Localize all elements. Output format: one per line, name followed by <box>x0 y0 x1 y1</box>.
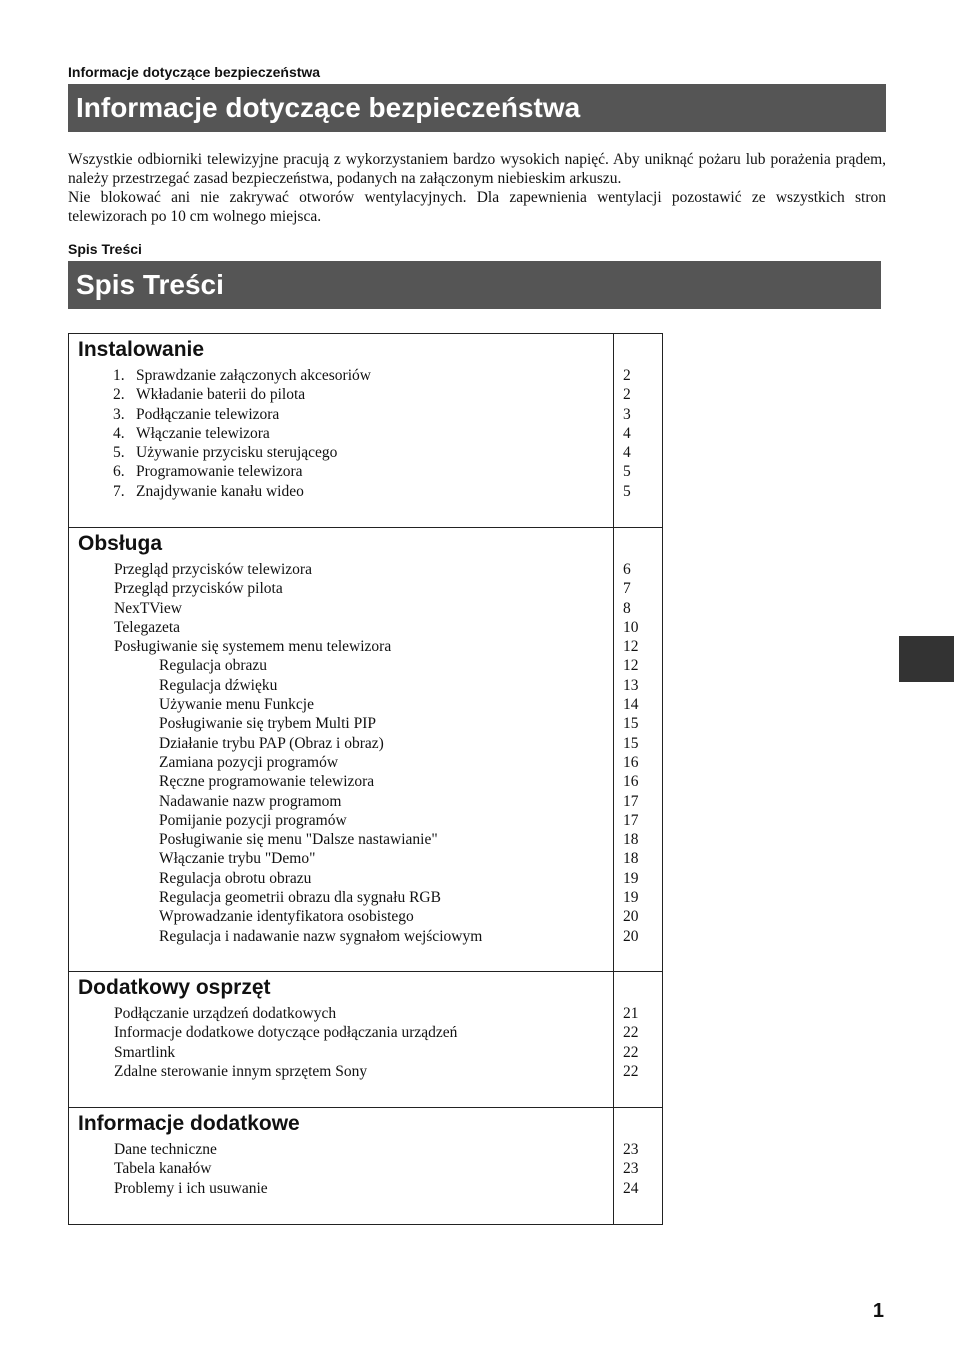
toc-row-page: 19 <box>623 889 639 907</box>
running-head-safety: Informacje dotyczące bezpieczeństwa <box>68 64 321 80</box>
safety-paragraph-2: Nie blokować ani nie zakrywać otworów wentylacyjnych. Dla zapewnienia wentylacji pozostawić ze wszystkich stron telewizorach po 10 cm wolnego miejsca. <box>68 189 886 225</box>
toc-row-title: NexTView <box>114 599 182 617</box>
toc-row-page: 22 <box>623 1062 639 1080</box>
toc-row-title: Programowanie telewizora <box>136 463 303 481</box>
toc-row-title: Używanie przycisku sterującego <box>136 444 338 462</box>
toc-row-page: 6 <box>623 561 631 578</box>
toc-row-title: Przegląd przycisków pilota <box>114 580 283 598</box>
toc-row-page: 3 <box>623 405 631 423</box>
toc-row <box>69 695 662 714</box>
toc-section-heading: Dodatkowy osprzęt <box>78 976 271 999</box>
toc-row-page: 2 <box>623 386 631 404</box>
toc-row-title: Wprowadzanie identyfikatora osobistego <box>159 908 414 926</box>
toc-row-page: 12 <box>623 638 639 656</box>
toc-row-title: Posługiwanie się trybem Multi PIP <box>159 715 376 733</box>
toc-row <box>69 734 662 753</box>
toc-row-title: Smartlink <box>114 1043 176 1061</box>
toc-row-page: 5 <box>623 463 631 481</box>
toc-section-operation <box>69 528 662 972</box>
table-of-contents <box>68 333 663 1225</box>
toc-row-page: 18 <box>623 831 639 849</box>
toc-row-title: Zdalne sterowanie innym sprzętem Sony <box>114 1062 368 1080</box>
toc-row-title: Włączanie trybu "Demo" <box>159 850 316 868</box>
toc-row-page: 14 <box>623 696 639 714</box>
toc-row-page: 15 <box>623 715 639 733</box>
toc-row-title: Regulacja geometrii obrazu dla sygnału RGB <box>159 889 441 907</box>
toc-row-page: 23 <box>623 1141 639 1158</box>
toc-row <box>69 1004 662 1023</box>
toc-row-page: 5 <box>623 482 631 500</box>
toc-row <box>69 772 662 791</box>
toc-row <box>69 1159 662 1178</box>
toc-row <box>69 714 662 733</box>
toc-row <box>69 656 662 675</box>
toc-row-page: 18 <box>623 850 639 868</box>
toc-row-title: Nadawanie nazw programom <box>159 792 342 810</box>
toc-row-title: Zamiana pozycji programów <box>159 753 339 771</box>
safety-title: Informacje dotyczące bezpieczeństwa <box>68 84 886 132</box>
toc-row-page: 17 <box>623 811 639 829</box>
toc-row-page: 21 <box>623 1005 639 1022</box>
toc-row-page: 7 <box>623 580 631 598</box>
toc-row-title: Przegląd przycisków telewizora <box>114 561 312 578</box>
toc-row <box>69 462 662 481</box>
toc-row-title: Dane techniczne <box>114 1141 217 1158</box>
toc-row <box>69 1062 662 1081</box>
toc-row-number: 1. <box>113 367 125 384</box>
toc-row-title: Posługiwanie się menu "Dalsze nastawianie" <box>159 831 438 849</box>
toc-row-page: 17 <box>623 792 639 810</box>
toc-row <box>69 888 662 907</box>
toc-row <box>69 676 662 695</box>
safety-paragraph-1: Wszystkie odbiorniki telewizyjne pracują z wykorzystaniem bardzo wysokich napięć. Aby uniknąć pożaru lub porażenia prądem, należy przestrzegać zasad bezpieczeństwa, podanych na załączonym niebieskim arkuszu. <box>68 151 886 187</box>
toc-row <box>69 443 662 462</box>
toc-row <box>69 637 662 656</box>
toc-row-title: Telegazeta <box>114 618 181 636</box>
toc-row-page: 12 <box>623 657 639 675</box>
running-head-contents: Spis Treści <box>68 241 142 257</box>
toc-row <box>69 907 662 926</box>
toc-row-title: Włączanie telewizora <box>136 424 270 442</box>
toc-row-number: 2. <box>113 386 125 404</box>
toc-row <box>69 1179 662 1198</box>
toc-section-heading: Obsługa <box>78 532 163 555</box>
toc-row-title: Tabela kanałów <box>114 1160 212 1178</box>
toc-row-page: 4 <box>623 444 631 462</box>
toc-row <box>69 599 662 618</box>
toc-row-page: 20 <box>623 927 639 945</box>
toc-row-title: Wkładanie baterii do pilota <box>136 386 306 404</box>
toc-row-page: 10 <box>623 618 639 636</box>
toc-row-page: 13 <box>623 676 639 694</box>
page-number: 1 <box>872 1300 884 1322</box>
toc-row-title: Podłączanie telewizora <box>136 405 280 423</box>
toc-row-title: Działanie trybu PAP (Obraz i obraz) <box>159 734 384 752</box>
toc-row <box>69 1043 662 1062</box>
toc-row-page: 2 <box>623 367 631 384</box>
toc-row <box>69 618 662 637</box>
toc-row-title: Informacje dodatkowe dotyczące podłączania urządzeń <box>114 1024 458 1042</box>
toc-row <box>69 579 662 598</box>
toc-row <box>69 424 662 443</box>
toc-row <box>69 792 662 811</box>
contents-title: Spis Treści <box>68 261 881 309</box>
safety-text <box>68 150 886 226</box>
toc-row-page: 20 <box>623 908 639 926</box>
toc-row <box>69 753 662 772</box>
toc-row-page: 15 <box>623 734 639 752</box>
toc-section-installation <box>69 334 662 528</box>
toc-row-title: Regulacja i nadawanie nazw sygnałom wejściowym <box>159 927 483 945</box>
toc-row <box>69 366 662 385</box>
toc-row-page: 8 <box>623 599 631 617</box>
toc-row-title: Regulacja dźwięku <box>159 676 278 694</box>
toc-row-number: 4. <box>113 424 125 442</box>
toc-row-title: Znajdywanie kanału wideo <box>136 482 304 500</box>
toc-row-number: 5. <box>113 444 125 462</box>
toc-row-page: 24 <box>623 1179 639 1197</box>
toc-section-heading: Instalowanie <box>78 338 205 361</box>
toc-section-accessories <box>69 972 662 1108</box>
toc-row <box>69 385 662 404</box>
toc-row <box>69 405 662 424</box>
toc-row-title: Sprawdzanie załączonych akcesoriów <box>136 367 371 384</box>
toc-row-page: 16 <box>623 753 639 771</box>
toc-row-page: 22 <box>623 1024 639 1042</box>
toc-row-page: 23 <box>623 1160 639 1178</box>
toc-row-title: Posługiwanie się systemem menu telewizora <box>114 638 392 656</box>
toc-row <box>69 1023 662 1042</box>
toc-row-number: 3. <box>113 405 125 423</box>
toc-row-title: Regulacja obrotu obrazu <box>159 869 312 887</box>
toc-row-number: 6. <box>113 463 125 481</box>
toc-row-title: Używanie menu Funkcje <box>159 696 314 714</box>
toc-row <box>69 849 662 868</box>
toc-row-page: 22 <box>623 1043 639 1061</box>
toc-row-number: 7. <box>113 482 125 500</box>
toc-row-title: Problemy i ich usuwanie <box>114 1179 268 1197</box>
toc-row <box>69 927 662 946</box>
toc-row <box>69 560 662 579</box>
toc-row-title: Podłączanie urządzeń dodatkowych <box>114 1005 337 1022</box>
toc-row-page: 16 <box>623 773 639 791</box>
toc-row-title: Ręczne programowanie telewizora <box>159 773 375 791</box>
toc-row <box>69 811 662 830</box>
toc-section-additional-info <box>69 1108 662 1224</box>
toc-row-page: 19 <box>623 869 639 887</box>
toc-row-title: Pomijanie pozycji programów <box>159 811 347 829</box>
toc-row <box>69 830 662 849</box>
toc-row <box>69 482 662 501</box>
toc-row <box>69 1140 662 1159</box>
toc-row-title: Regulacja obrazu <box>159 657 268 675</box>
toc-section-heading: Informacje dodatkowe <box>78 1112 300 1135</box>
language-thumb-tab <box>899 636 954 682</box>
toc-row <box>69 869 662 888</box>
toc-row-page: 4 <box>623 424 631 442</box>
